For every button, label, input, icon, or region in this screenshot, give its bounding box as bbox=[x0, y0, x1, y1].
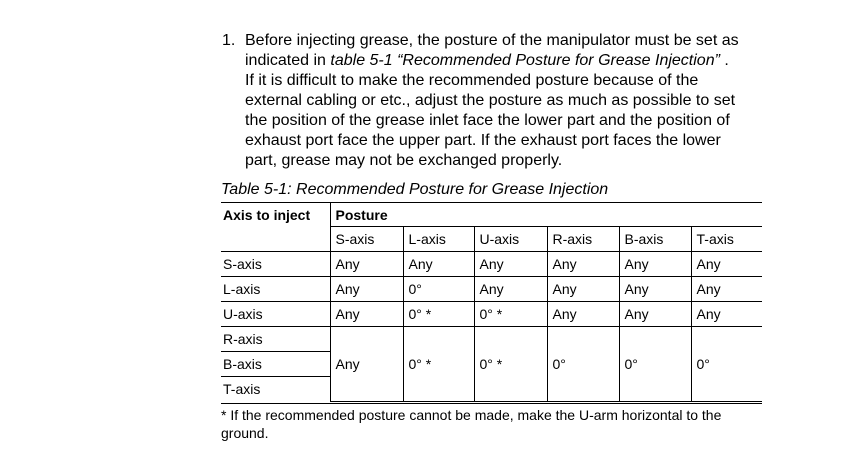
table-cell: Any bbox=[547, 277, 619, 302]
step-line: Before injecting grease, the posture of the manipulator must be set as bbox=[245, 32, 739, 49]
table-header-row bbox=[221, 203, 762, 227]
table-cell: Any bbox=[403, 252, 474, 277]
subheader-empty bbox=[221, 227, 330, 252]
step-line: exhaust port face the upper part. If the exhaust port faces the lower bbox=[245, 132, 721, 149]
footnote-line: ground. bbox=[221, 425, 269, 441]
table-cell: Any bbox=[547, 252, 619, 277]
step-line-suffix: . bbox=[719, 52, 729, 69]
table-cell: Any bbox=[330, 327, 403, 402]
step-line: the position of the grease inlet face the lower part and the position of bbox=[245, 112, 730, 129]
header-posture: Posture bbox=[330, 203, 762, 227]
table-cell: Any bbox=[619, 277, 691, 302]
table-cell: Any bbox=[691, 277, 762, 302]
table-row bbox=[221, 277, 762, 302]
table-cell: 0° bbox=[619, 327, 691, 402]
procedure-step bbox=[222, 31, 782, 171]
row-axis: T-axis bbox=[223, 381, 261, 397]
table-row bbox=[221, 302, 762, 327]
step-line: If it is difficult to make the recommended posture because of the bbox=[245, 72, 699, 89]
step-number: 1. bbox=[222, 32, 236, 49]
table-cell: Any bbox=[330, 277, 403, 302]
column-header: L-axis bbox=[403, 227, 474, 252]
table-caption: Table 5-1: Recommended Posture for Grease Injection bbox=[221, 181, 609, 198]
step-text bbox=[245, 31, 782, 171]
step-line-prefix: indicated in bbox=[245, 52, 331, 69]
table-footnote bbox=[221, 403, 762, 442]
table-cell: Any bbox=[474, 277, 547, 302]
column-header: R-axis bbox=[547, 227, 619, 252]
table-cell: 0° bbox=[403, 277, 474, 302]
column-header: T-axis bbox=[691, 227, 762, 252]
step-line: external cabling or etc., adjust the posture as much as possible to set bbox=[245, 92, 736, 109]
table-cell: Any bbox=[691, 252, 762, 277]
table-cell: 0° bbox=[547, 327, 619, 402]
column-header: S-axis bbox=[330, 227, 403, 252]
footnote-line: * If the recommended posture cannot be made, make the U-arm horizontal to the bbox=[221, 407, 722, 423]
table-subheader-row bbox=[221, 227, 762, 252]
table-cell: Any bbox=[619, 302, 691, 327]
table-row-merged bbox=[221, 327, 762, 352]
step-line-reference bbox=[245, 51, 782, 71]
row-axis: L-axis bbox=[221, 277, 330, 302]
row-axis: S-axis bbox=[221, 252, 330, 277]
table-cell: 0° * bbox=[474, 302, 547, 327]
column-header: U-axis bbox=[474, 227, 547, 252]
table-row bbox=[221, 252, 762, 277]
table-cell: 0° * bbox=[403, 327, 474, 402]
step-line: part, grease may not be exchanged properly. bbox=[245, 152, 563, 169]
row-axis: R-axis bbox=[221, 327, 330, 352]
table-cell: Any bbox=[547, 302, 619, 327]
table-cell: 0° bbox=[691, 327, 762, 402]
table-cell: Any bbox=[330, 302, 403, 327]
table-reference: table 5-1 “Recommended Posture for Grease Injection” bbox=[330, 52, 720, 69]
row-axis: U-axis bbox=[221, 302, 330, 327]
column-header: B-axis bbox=[619, 227, 691, 252]
table-cell: 0° * bbox=[474, 327, 547, 402]
table-cell: 0° * bbox=[403, 302, 474, 327]
table-cell: Any bbox=[619, 252, 691, 277]
table-cell: Any bbox=[474, 252, 547, 277]
table-cell: Any bbox=[691, 302, 762, 327]
posture-table bbox=[221, 202, 762, 402]
row-axis: B-axis bbox=[221, 352, 330, 377]
table-cell: Any bbox=[330, 252, 403, 277]
header-axis-to-inject: Axis to inject bbox=[221, 203, 330, 227]
